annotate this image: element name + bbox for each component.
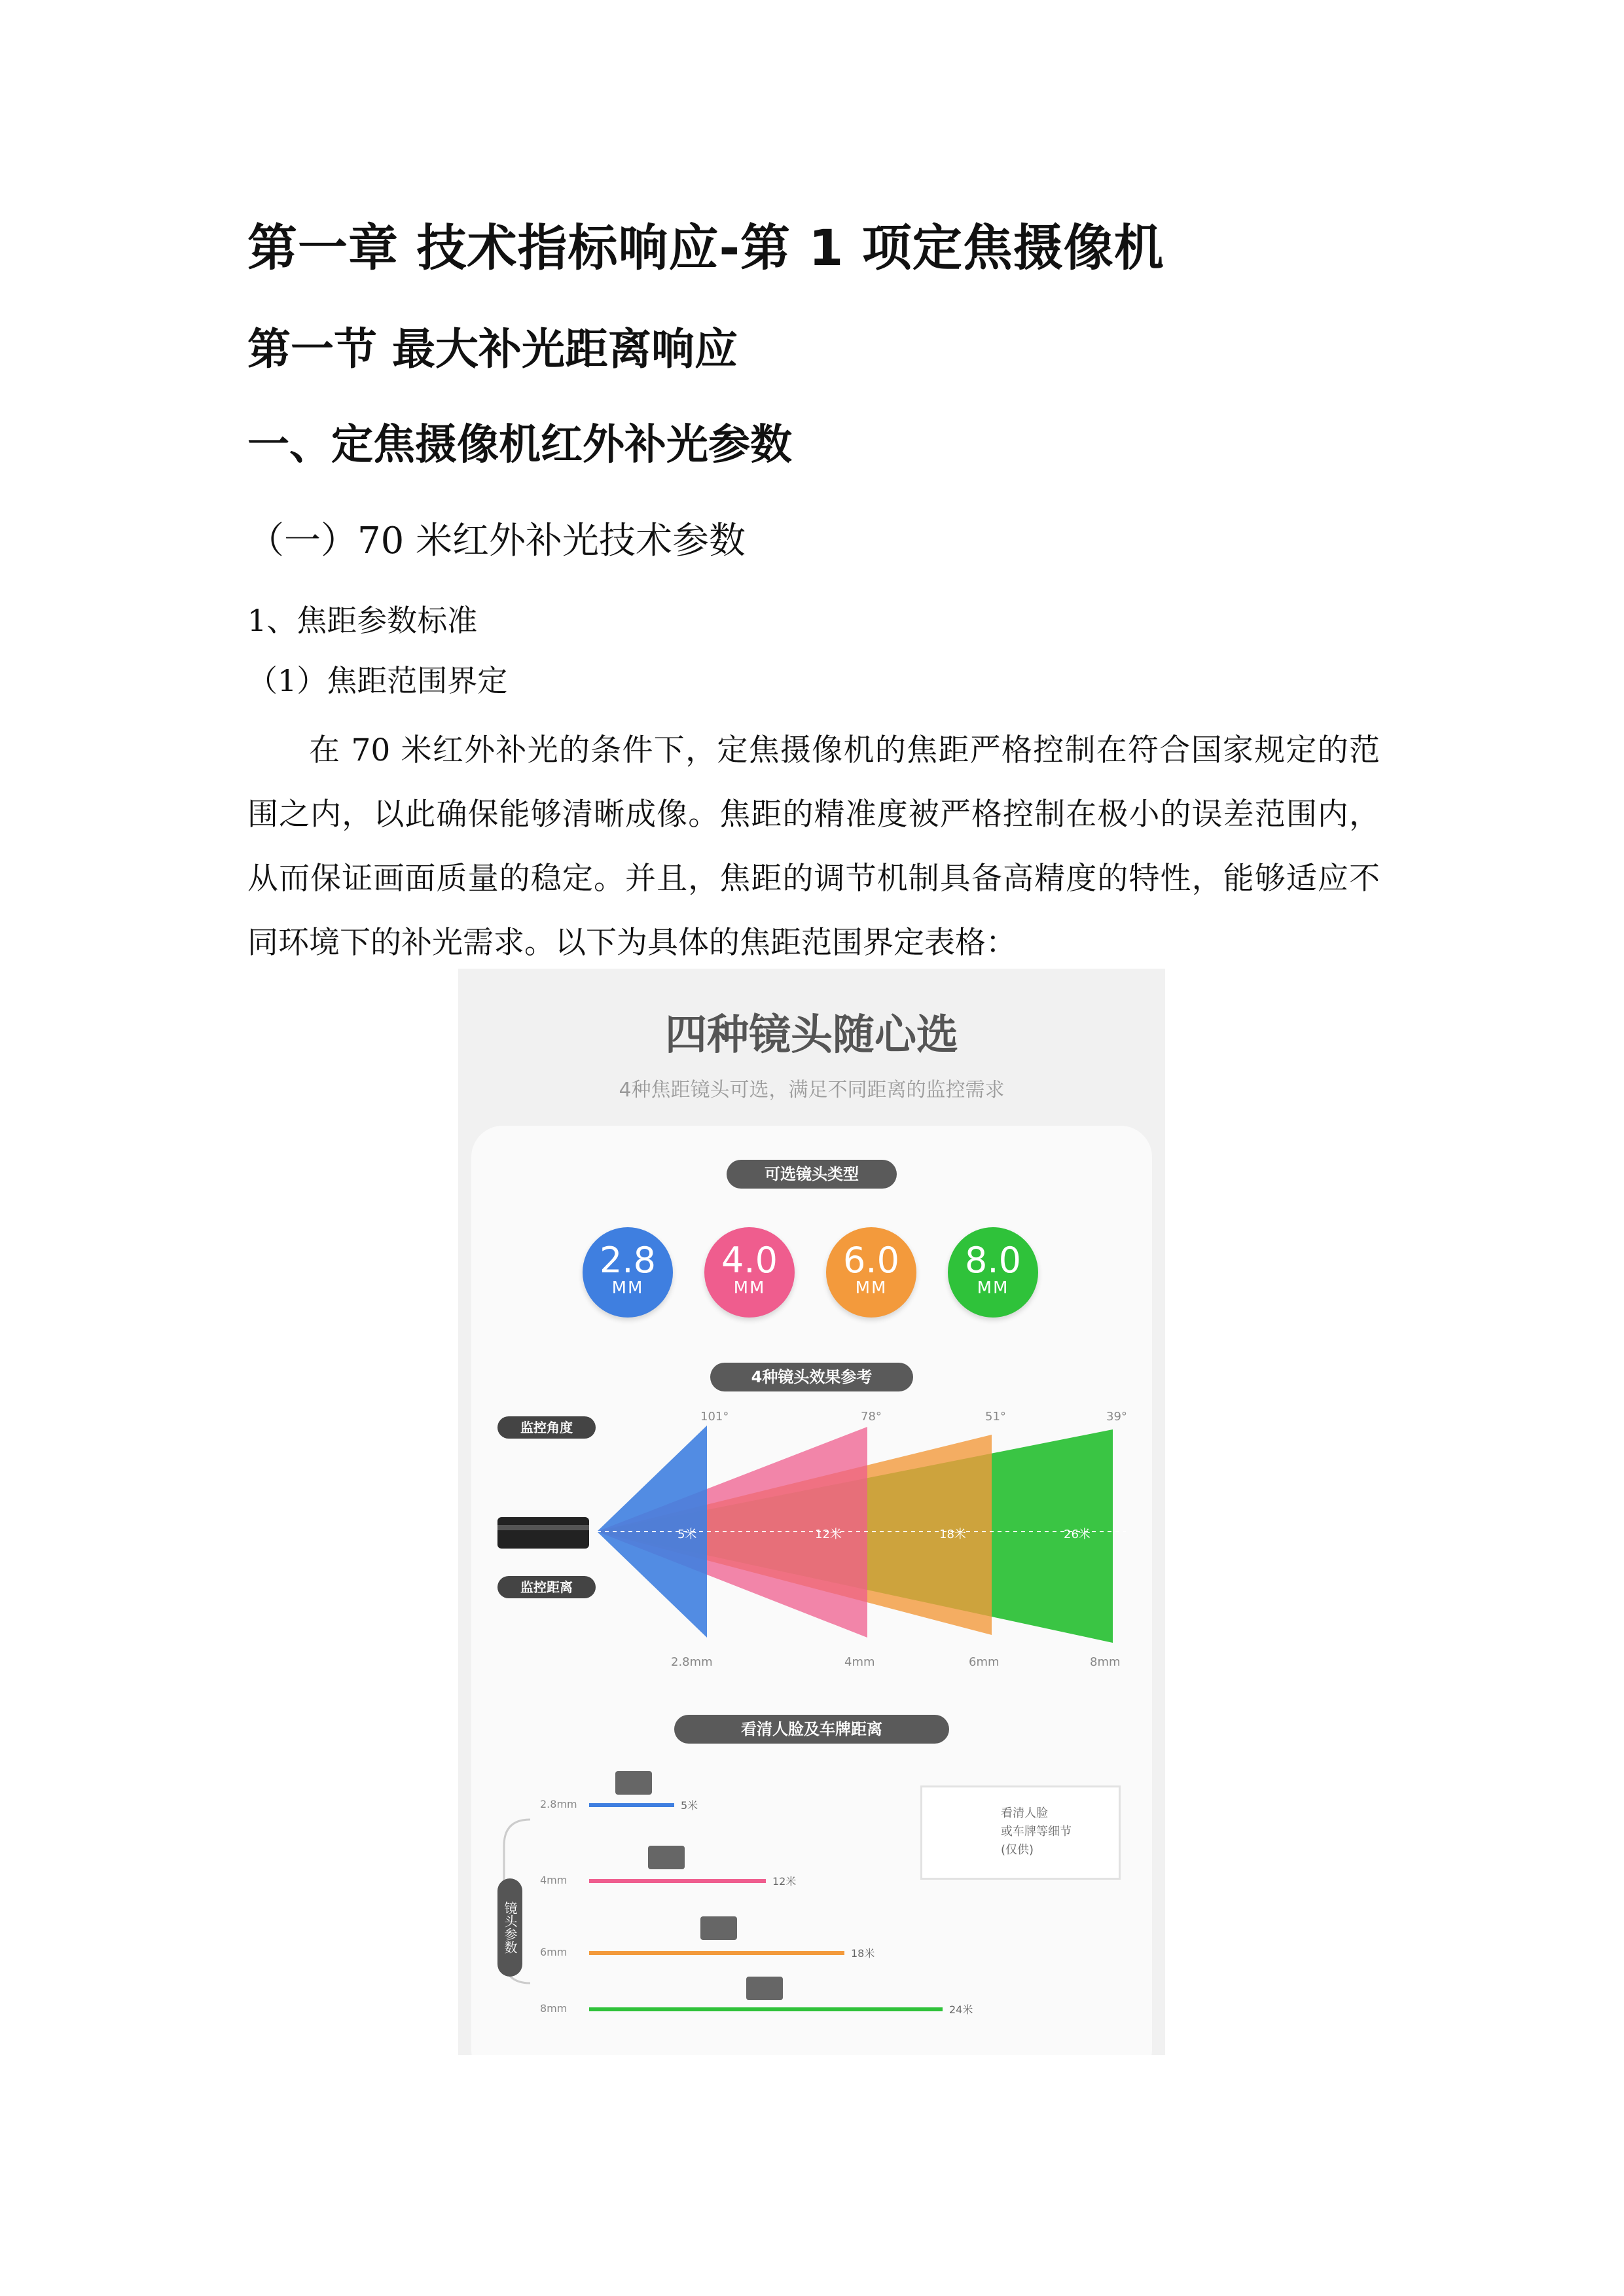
distance-label-1: 12米 [815, 1528, 842, 1541]
face-icon [746, 1977, 783, 2000]
item-title: 1、焦距参数标准 [247, 603, 478, 638]
subsection-title: 一、定焦摄像机红外补光参数 [247, 421, 792, 469]
camera-stripe [497, 1525, 589, 1530]
lens-value: 8.0 [965, 1240, 1021, 1281]
focal-label-0: 2.8mm [671, 1655, 713, 1669]
vertical-lens-label: 镜头参数 [497, 1878, 522, 1977]
camera-icon [497, 1517, 589, 1549]
lens-comparison-figure [458, 969, 1165, 2055]
lens-unit: MM [733, 1278, 766, 1298]
angle-label-1: 78° [861, 1410, 882, 1424]
lens-value: 4.0 [721, 1240, 778, 1281]
face-row-lens: 4mm [540, 1874, 568, 1886]
face-row-distance: 12米 [772, 1875, 797, 1888]
focal-label-1: 4mm [844, 1655, 875, 1669]
face-icon [648, 1846, 685, 1869]
distance-label-2: 18米 [939, 1528, 966, 1541]
lens-value: 6.0 [843, 1240, 899, 1281]
angle-label-0: 101° [700, 1410, 729, 1424]
face-row-lens: 8mm [540, 2002, 568, 2015]
face-row-distance: 24米 [949, 2003, 973, 2016]
legend-box [920, 1785, 1121, 1880]
angle-label-pill: 监控角度 [497, 1416, 596, 1439]
lens-value: 2.8 [600, 1240, 656, 1281]
distance-label-3: 26米 [1064, 1528, 1091, 1541]
comparison-pill: 4种镜头效果参考 [710, 1363, 913, 1391]
figure-title: 四种镜头随心选 [665, 1011, 958, 1060]
coverage-diagram [458, 969, 1165, 2055]
face-row-2 [540, 1916, 875, 1960]
lens-unit: MM [977, 1278, 1009, 1298]
lens-unit: MM [855, 1278, 888, 1298]
chapter-title: 第一章 技术指标响应-第 1 项定焦摄像机 [247, 219, 1164, 277]
figure-subtitle: 4种焦距镜头可选，满足不同距离的监控需求 [619, 1079, 1005, 1102]
distance-label-pill: 监控距离 [497, 1576, 596, 1598]
face-row-0 [540, 1771, 698, 1812]
distance-label-0: 5米 [677, 1528, 697, 1541]
face-row-3 [540, 1977, 973, 2016]
angle-label-2: 51° [985, 1410, 1006, 1424]
section-title: 第一节 最大补光距离响应 [247, 324, 738, 374]
focal-label-2: 6mm [969, 1655, 1000, 1669]
lens-types-pill: 可选镜头类型 [727, 1160, 897, 1189]
subitem-title: （1）焦距范围界定 [247, 663, 508, 698]
face-row-lens: 6mm [540, 1946, 568, 1958]
face-icon [615, 1771, 652, 1795]
body-paragraph: 在 70 米红外补光的条件下，定焦摄像机的焦距严格控制在符合国家规定的范围之内，以此确保能够清晰成像。焦距的精准度被严格控制在极小的误差范围内，从而保证画面质量的稳定。并且，焦距的调节机制具备高精度的特性，能够适应不同环境下的补光需求。以下为具体的焦距范围界定表格： [247, 732, 1380, 961]
face-row-distance: 5米 [681, 1799, 698, 1812]
subsubsection-title: （一）70 米红外补光技术参数 [247, 520, 746, 562]
focal-label-3: 8mm [1090, 1655, 1121, 1669]
legend-text: 看清人脸 或车牌等细节 (仅供) [1001, 1806, 1072, 1857]
angle-label-3: 39° [1106, 1410, 1127, 1424]
face-distance-pill: 看清人脸及车牌距离 [674, 1715, 949, 1744]
face-row-distance: 18米 [851, 1947, 875, 1960]
face-row-lens: 2.8mm [540, 1798, 577, 1810]
lens-unit: MM [611, 1278, 644, 1298]
face-row-1 [540, 1846, 796, 1888]
face-icon [700, 1916, 737, 1940]
